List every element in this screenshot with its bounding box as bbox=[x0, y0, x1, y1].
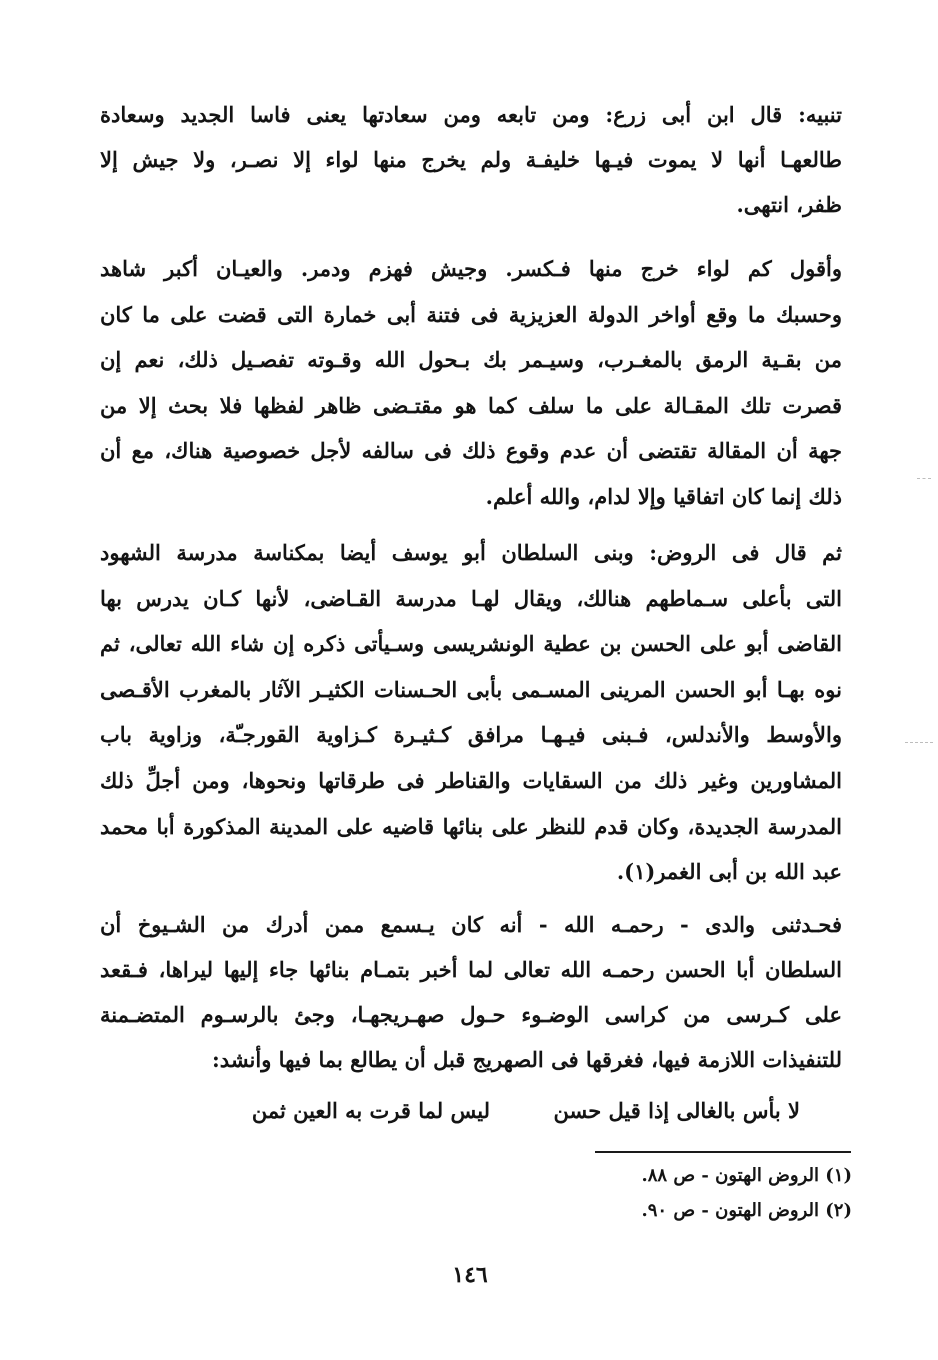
text-line: السلطان أبا الحسن رحمـه الله تعالى لما أخبر بتمـام بنائها جاء إليها ليراها، فـقعد bbox=[100, 957, 842, 982]
footnote-separator bbox=[595, 1151, 851, 1153]
text-line: ذلك إنما كان اتفاقيا وإلا لدام، والله أعلم. bbox=[485, 483, 842, 509]
poem-first-hemistich: لا بأس بالغالى إذا قيل حسن bbox=[553, 1098, 800, 1123]
text-line: نوه بهـا أبو الحسن المرينى المسـمى بأبى الحـسنات الكثيـر الآثار بالمغرب الأقـصى bbox=[100, 676, 842, 702]
footnote-item: (٢) الروض الهتون - ص ٩٠. bbox=[641, 1200, 852, 1221]
text-line: تنبيه: قال ابن أبى زرع: ومن تابعه ومن سعادتها يعنى فاسا الجديد وسعادة bbox=[100, 102, 842, 127]
text-line: وحسبك ما وقع أواخر الدولة العزيزية فى فتنة أبى خمارة التى قضت على ما كان bbox=[100, 301, 842, 327]
text-line: المشاورين وغير ذلك من السقايات والقناطر فى طرقاتها ونحوها، ومن أجلِّ ذلك bbox=[100, 767, 842, 793]
paragraph-comment bbox=[100, 246, 842, 519]
text-line: فحـدثنى والدى - رحمـه الله - أنه كان يـسمع ممن أدرك من الشـيوخ أن bbox=[100, 912, 842, 937]
poem-second-hemistich: ليس لما قرت به العين ثمن bbox=[251, 1098, 490, 1123]
margin-mark bbox=[917, 478, 931, 479]
text-line: التى بأعلى سـماطهم هنالك، ويقال لهـا مدرسة القـاضى، لأنها كـان يدرس بها bbox=[100, 585, 842, 611]
text-line: طالعهـا أنها لا يموت فيـها خليفـة ولم يخرج منها لواء إلا نصـر، ولا جيش إلا bbox=[100, 147, 842, 172]
text-line: وأقول كم لواء خرج منها فـكسر. وجيش فهزم ودمر. والعيـان أكبر شاهد bbox=[100, 256, 842, 281]
text-line: للتنفيذات اللازمة فيها، فغرقها فى الصهريج قبل أن يطالع بما فيها وأنشد: bbox=[212, 1047, 842, 1072]
text-line: جهة أن المقالة تقتضى أن عدم وقوع ذلك فى سالفه لأجل خصوصية هناك، مع أن bbox=[100, 438, 842, 463]
text-line: عبد الله بن أبى الغمر(١). bbox=[616, 859, 842, 885]
text-line: على كـرسى من كراسى الوضـوء حـول صهـريجهـا، وجئ بالرسـوم المتضـمنة bbox=[100, 1002, 842, 1027]
paragraph-anecdote bbox=[100, 902, 842, 1082]
text-line: القاضى أبو على الحسن بن عطية الونشريسى وسـيأتى ذكره إن شاء الله تعالى، ثم bbox=[100, 631, 842, 657]
paragraph-note bbox=[100, 92, 842, 227]
text-line: والأوسط والأندلس، فـبنى فيـهـا مرافق كـثيـرة كـزاوية القورجـّة، وزاوية باب bbox=[100, 722, 842, 748]
footnote-item: (١) الروض الهتون - ص ٨٨. bbox=[641, 1165, 852, 1186]
footnotes bbox=[480, 1158, 852, 1228]
text-line: قصرت تلك المقـالة على ما سلف كما هو مقتـضى ظاهر لفظها فلا بحث إلا من bbox=[100, 392, 842, 418]
text-line: ثم قال فى الروض: وبنى السلطان أبو يوسف أيضا بمكناسة مدرسة الشهود bbox=[100, 540, 842, 565]
poem-verse bbox=[100, 1098, 800, 1138]
page-number: ١٤٦ bbox=[452, 1262, 488, 1288]
margin-mark bbox=[905, 742, 933, 743]
paragraph-madrasa bbox=[100, 530, 842, 895]
text-line: ظفر، انتهى. bbox=[736, 192, 842, 217]
text-line: المدرسة الجديدة، وكان قدم للنظر على بنائها قاضيه على المدينة المذكورة أبا محمد bbox=[100, 813, 842, 839]
text-line: من بقـية الرمق بالمغـرب، وسيـمر بك بـحول الله وقـوته تفصـيل ذلك، نعم إن bbox=[100, 347, 842, 372]
